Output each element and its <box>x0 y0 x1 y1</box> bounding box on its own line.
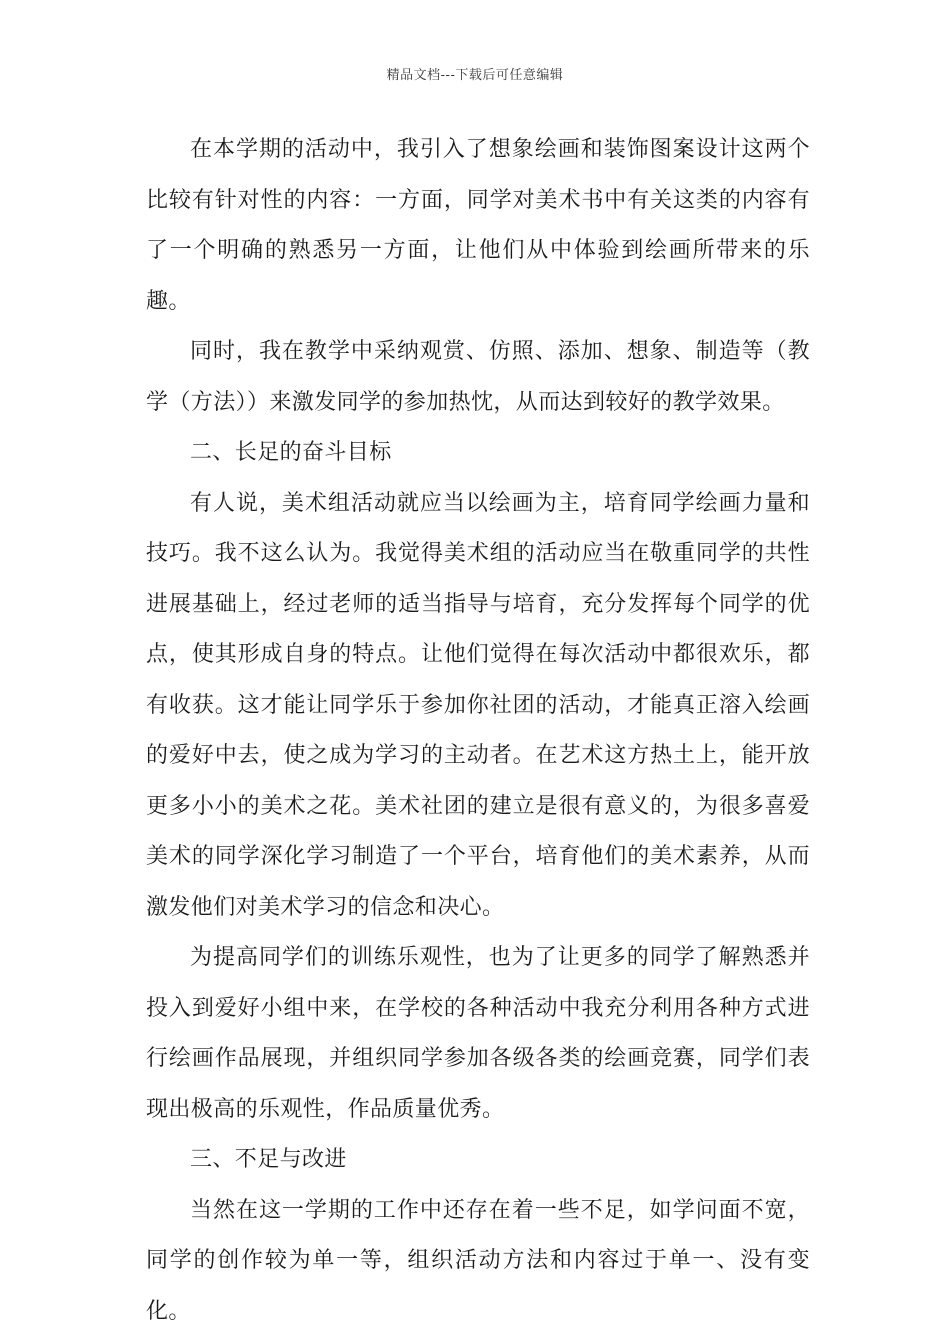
paragraph-activity-content: 在本学期的活动中，我引入了想象绘画和装饰图案设计这两个比较有针对性的内容：一方面，同学对美术书中有关这类的内容有了一个明确的熟悉另一方面，让他们从中体验到绘画所带来的乐趣。 <box>146 137 810 314</box>
section-heading-goals: 二、长足的奋斗目标 <box>190 440 392 465</box>
paragraph-shortcomings: 当然在这一学期的工作中还存在着一些不足，如学问面不宽，同学的创作较为单一等，组织活动方法和内容过于单一、没有变化。 <box>146 1197 810 1324</box>
section-heading-improvement: 三、不足与改进 <box>190 1147 347 1172</box>
paragraph-goals: 有人说，美术组活动就应当以绘画为主，培育同学绘画力量和技巧。我不这么认为。我觉得美术组的活动应当在敬重同学的共性进展基础上，经过老师的适当指导与培育，充分发挥每个同学的优点，使其形成自身的特点。让他们觉得在每次活动中都很欢乐，都有收获。这才能让同学乐于参加你社团的活动，才能真正溶入绘画的爱好中去，使之成为学习的主动者。在艺术这方热土上，能开放更多小小的美术之花。美术社团的建立是很有意义的，为很多喜爱美术的同学深化学习制造了一个平台，培育他们的美术素养，从而激发他们对美术学习的信念和决心。 <box>146 490 810 920</box>
page-header: 精品文档---下载后可任意编辑 <box>386 68 564 83</box>
paragraph-teaching-methods: 同时，我在教学中采纳观赏、仿照、添加、想象、制造等（教学（方法））来激发同学的参加热忱，从而达到较好的教学效果。 <box>146 339 810 415</box>
paragraph-exhibitions: 为提高同学们的训练乐观性，也为了让更多的同学了解熟悉并投入到爱好小组中来，在学校的各种活动中我充分利用各种方式进行绘画作品展现，并组织同学参加各级各类的绘画竞赛，同学们表现出极高的乐观性，作品质量优秀。 <box>146 945 810 1122</box>
document-body <box>146 125 810 1337</box>
